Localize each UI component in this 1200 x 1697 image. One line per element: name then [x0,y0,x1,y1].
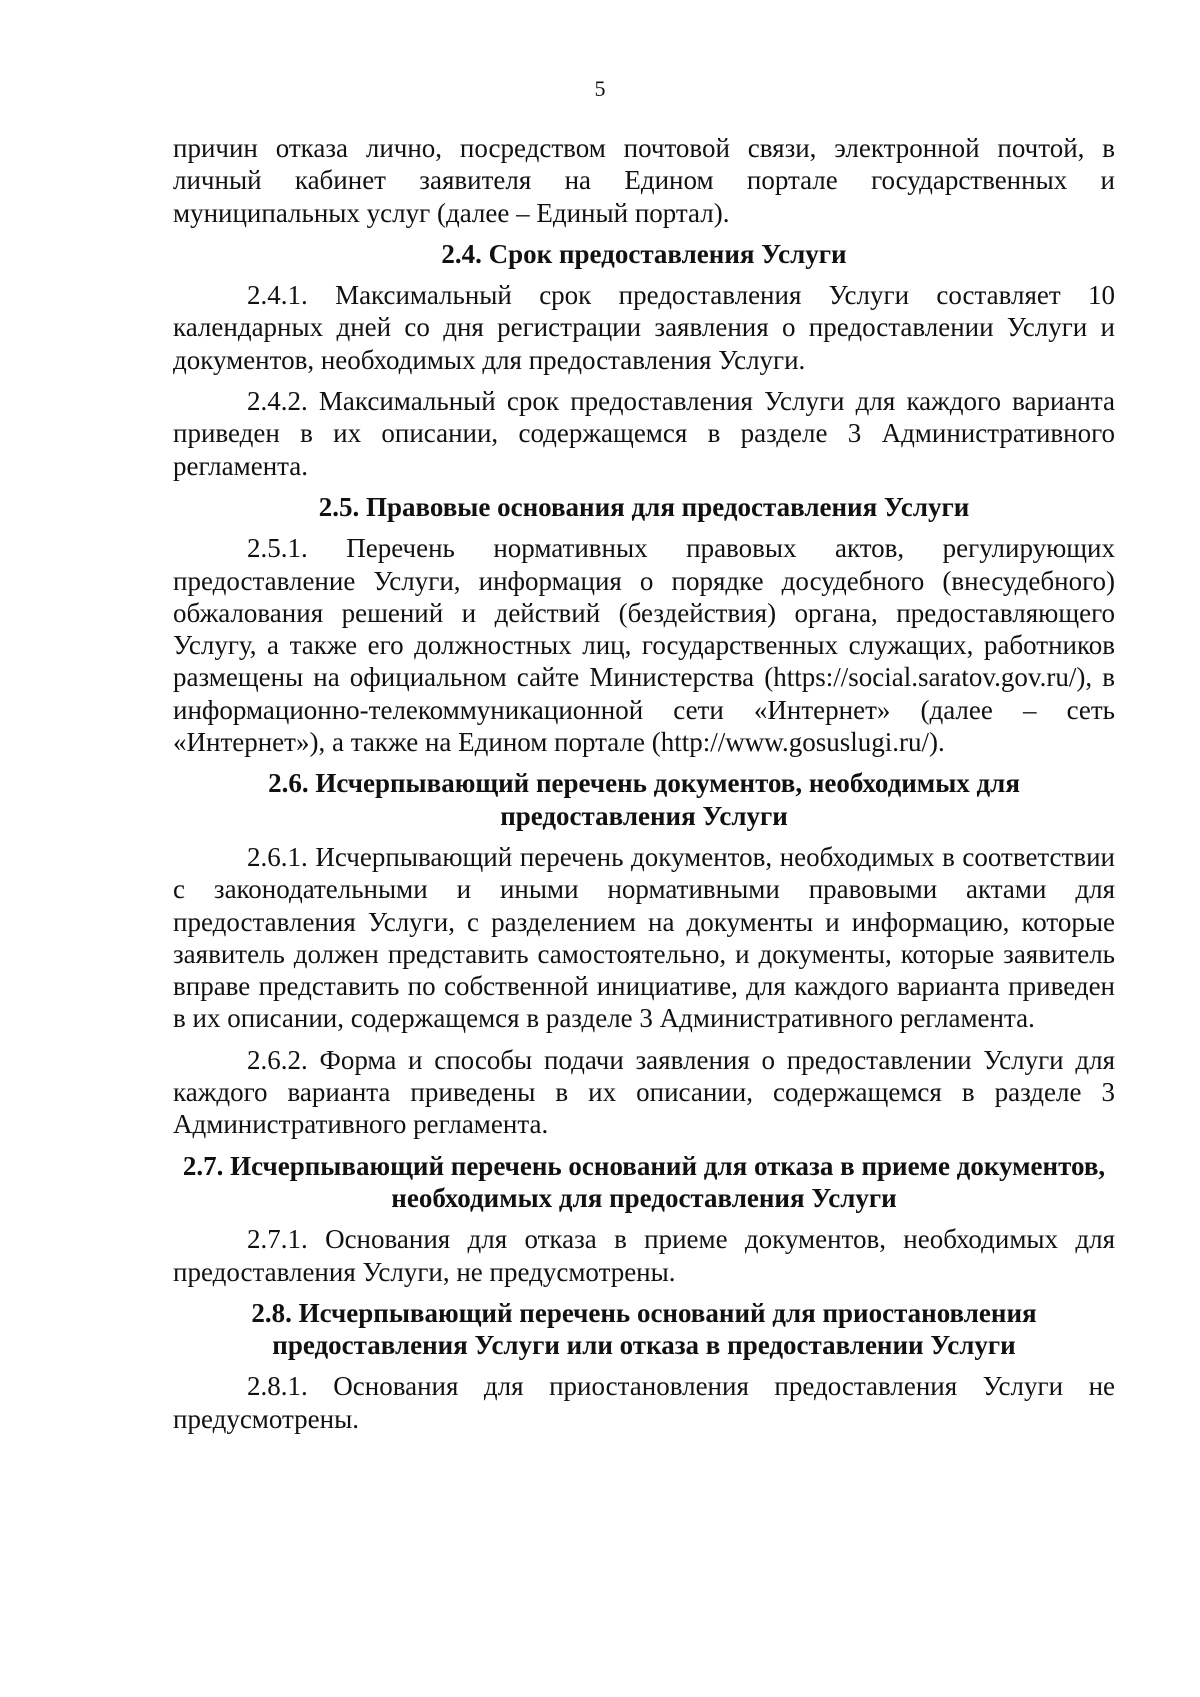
section-heading-2-8: 2.8. Исчерпывающий перечень оснований для приостановления предоставления Услуги или отказа в предоставлении Услуги [251,1297,1037,1361]
section-heading-2-5: 2.5. Правовые основания для предоставления Услуги [318,491,970,522]
paragraph-2-4-1: 2.4.1. Максимальный срок предоставления Услуги составляет 10 календарных дней со дня регистрации заявления о предоставлении Услуги и документов, необходимых для предоставления Услуги. [173,280,1115,375]
paragraph-2-6-2: 2.6.2. Форма и способы подачи заявления о предоставлении Услуги для каждого варианта приведены в их описании, содержащемся в разделе 3 Административного регламента. [173,1044,1115,1140]
paragraph-intro-continuation: причин отказа лично, посредством почтовой связи, электронной почтой, в личный кабинет заявителя на Едином портале государственных и муниципальных услуг (далее – Единый портал). [173,133,1115,228]
section-heading-2-6: 2.6. Исчерпывающий перечень документов, необходимых для предоставления Услуги [268,768,1020,831]
section-heading-2-7: 2.7. Исчерпывающий перечень оснований для отказа в приеме документов, необходимых для предоставления Услуги [182,1150,1106,1213]
paragraph-2-8-1: 2.8.1. Основания для приостановления предоставления Услуги не предусмотрены. [173,1371,1115,1434]
page-number: 5 [594,76,606,101]
document-body [173,132,1115,1435]
section-heading-2-4: 2.4. Срок предоставления Услуги [441,238,847,269]
paragraph-2-6-1: 2.6.1. Исчерпывающий перечень документов, необходимых в соответствии с законодательными и иными нормативными правовыми актами для предоставления Услуги, с разделением на документы и информацию, которые заявитель должен представить самостоятельно, и документы, которые заявитель вправе представить по собственной инициативе, для каждого варианта приведен в их описании, содержащемся в разделе 3 Административного регламента. [173,841,1115,1034]
paragraph-2-4-2: 2.4.2. Максимальный срок предоставления Услуги для каждого варианта приведен в их описании, содержащемся в разделе 3 Административного регламента. [173,386,1115,481]
paragraph-2-5-1: 2.5.1. Перечень нормативных правовых актов, регулирующих предоставление Услуги, информация о порядке досудебного (внесудебного) обжалования решений и действий (бездействия) органа, предоставляющего Услугу, а также его должностных лиц, государственных служащих, работников размещены на официальном сайте Министерства (https://social.saratov.gov.ru/), в информационно-телекоммуникационной сети «Интернет» (далее – сеть «Интернет»), а также на Едином портале (http://www.gosuslugi.ru/). [173,533,1115,758]
paragraph-spacer [173,376,1115,385]
paragraph-2-7-1: 2.7.1. Основания для отказа в приеме документов, необходимых для предоставления Услуги, не предусмотрены. [173,1224,1115,1287]
paragraph-spacer [173,1035,1115,1044]
